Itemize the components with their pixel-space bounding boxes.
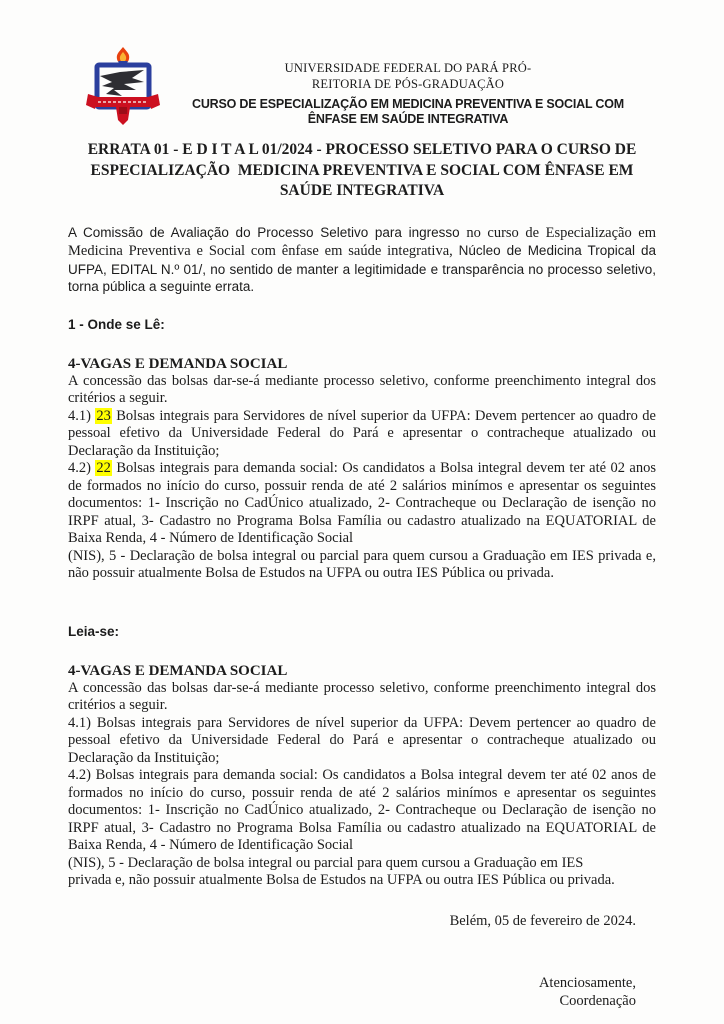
leia-se-label: Leia-se: — [68, 623, 120, 639]
document-header — [68, 46, 656, 130]
vagas-lead-1: A concessão das bolsas dar-se-á mediante processo seletivo, conforme preenchimento integral dos critérios a seguir. — [68, 372, 656, 406]
item-4-1-text: Bolsas integrais para Servidores de nível superior da UFPA: Devem pertencer ao quadro de pessoal efetivo da Universidade Federal do Pará e apresentar o contracheque atualizado ou Declaração da Instituição; — [68, 407, 656, 459]
date-line: Belém, 05 de fevereiro de 2024. — [449, 912, 636, 929]
highlighted-value-22: 22 — [96, 460, 111, 476]
document-title: ERRATA 01 - E D I T A L 01/2024 - PROCESSO SELETIVO PARA O CURSO DE ESPECIALIZAÇÃO MEDICINA PREVENTIVA E SOCIAL COM ÊNFASE EM SAÚDE INTEGRATIVA — [87, 141, 641, 199]
vagas-lead-2: A concessão das bolsas dar-se-á mediante processo seletivo, conforme preenchimento integral dos critérios a seguir. — [68, 679, 656, 713]
section-heading-vagas-2: 4-VAGAS E DEMANDA SOCIAL — [68, 662, 288, 679]
intro-segment-1: A Comissão de Avaliação do Processo Seletivo para ingresso — [68, 224, 467, 240]
university-name-line2: REITORIA DE PÓS-GRADUAÇÃO — [311, 77, 505, 91]
item-4-2-prefix: 4.2) — [68, 460, 96, 476]
header-text-block — [160, 46, 656, 127]
item-4-2-original — [68, 460, 656, 548]
item-4-2-nis-corrected-line2: privada e, não possuir atualmente Bolsa de Estudos na UFPA ou outra IES Pública ou privada. — [68, 872, 615, 888]
section-heading-vagas-1: 4-VAGAS E DEMANDA SOCIAL — [68, 355, 288, 372]
item-4-1-corrected: 4.1) Bolsas integrais para Servidores de nível superior da UFPA: Devem pertencer ao quadro de pessoal efetivo da Universidade Federal do Pará e apresentar o contracheque atualizado ou Declaração da Instituição; — [68, 714, 656, 766]
item-4-2-text: Bolsas integrais para demanda social: Os candidatos a Bolsa integral devem ter até 02 anos de formados no início do curso, possuir renda de até 2 salários minímos e apresentar os seguintes documentos: 1- Inscrição no CadÚnico atualizado, 2- Contracheque ou Declaração de isenção no IRPF atual, 3- Cadastro no Programa Bolsa Família ou cadastro atualizado na EQUATORIAL de Baixa Renda, 4 - Número de Identificação Social — [68, 460, 656, 546]
ufpa-crest-icon — [86, 46, 160, 130]
intro-paragraph — [68, 224, 656, 296]
item-4-2-nis-corrected-line1: (NIS), 5 - Declaração de bolsa integral ou parcial para quem cursou a Graduação em IES — [68, 854, 584, 871]
item-4-2-nis-original: (NIS), 5 - Declaração de bolsa integral ou parcial para quem cursou a Graduação em IES privada e, não possuir atualmente Bolsa de Estudos na UFPA ou outra IES Pública ou privada. — [68, 547, 656, 581]
course-name: CURSO DE ESPECIALIZAÇÃO EM MEDICINA PREVENTIVA E SOCIAL COM ÊNFASE EM SAÚDE INTEGRATIVA — [192, 97, 624, 126]
closing-signature: Coordenação — [559, 992, 636, 1009]
item-4-2-corrected: 4.2) Bolsas integrais para demanda social: Os candidatos a Bolsa integral devem ter até 02 anos de formados no início do curso, possuir renda de até 2 salários minímos e apresentar os seguintes documentos: 1- Inscrição no CadÚnico atualizado, 2- Contracheque ou Declaração de isenção no IRPF atual, 3- Cadastro no Programa Bolsa Família ou cadastro atualizado na EQUATORIAL de Baixa Renda, 4 - Número de Identificação Social — [68, 767, 656, 853]
intro-segment-2: no curso de Especialização em Medicina Preventiva e Social com ênfase em saúde integrativa, — [68, 224, 656, 259]
ufpa-crest-logo — [86, 46, 160, 130]
intro-segment-3: Núcleo de Medicina Tropical da UFPA, EDITAL N.º 01/, no sentido de manter a legitimidade e transparência no processo seletivo, torna pública a seguinte errata. — [68, 243, 657, 294]
onde-se-le-label: 1 - Onde se Lê: — [68, 316, 165, 332]
item-4-1-prefix: 4.1) — [68, 407, 96, 424]
university-name-line1: UNIVERSIDADE FEDERAL DO PARÁ PRÓ- — [284, 61, 532, 75]
closing-salutation: Atenciosamente, — [538, 974, 636, 991]
closing-block — [68, 974, 656, 1010]
item-4-1-original — [68, 408, 656, 461]
highlighted-value-23: 23 — [96, 407, 111, 424]
